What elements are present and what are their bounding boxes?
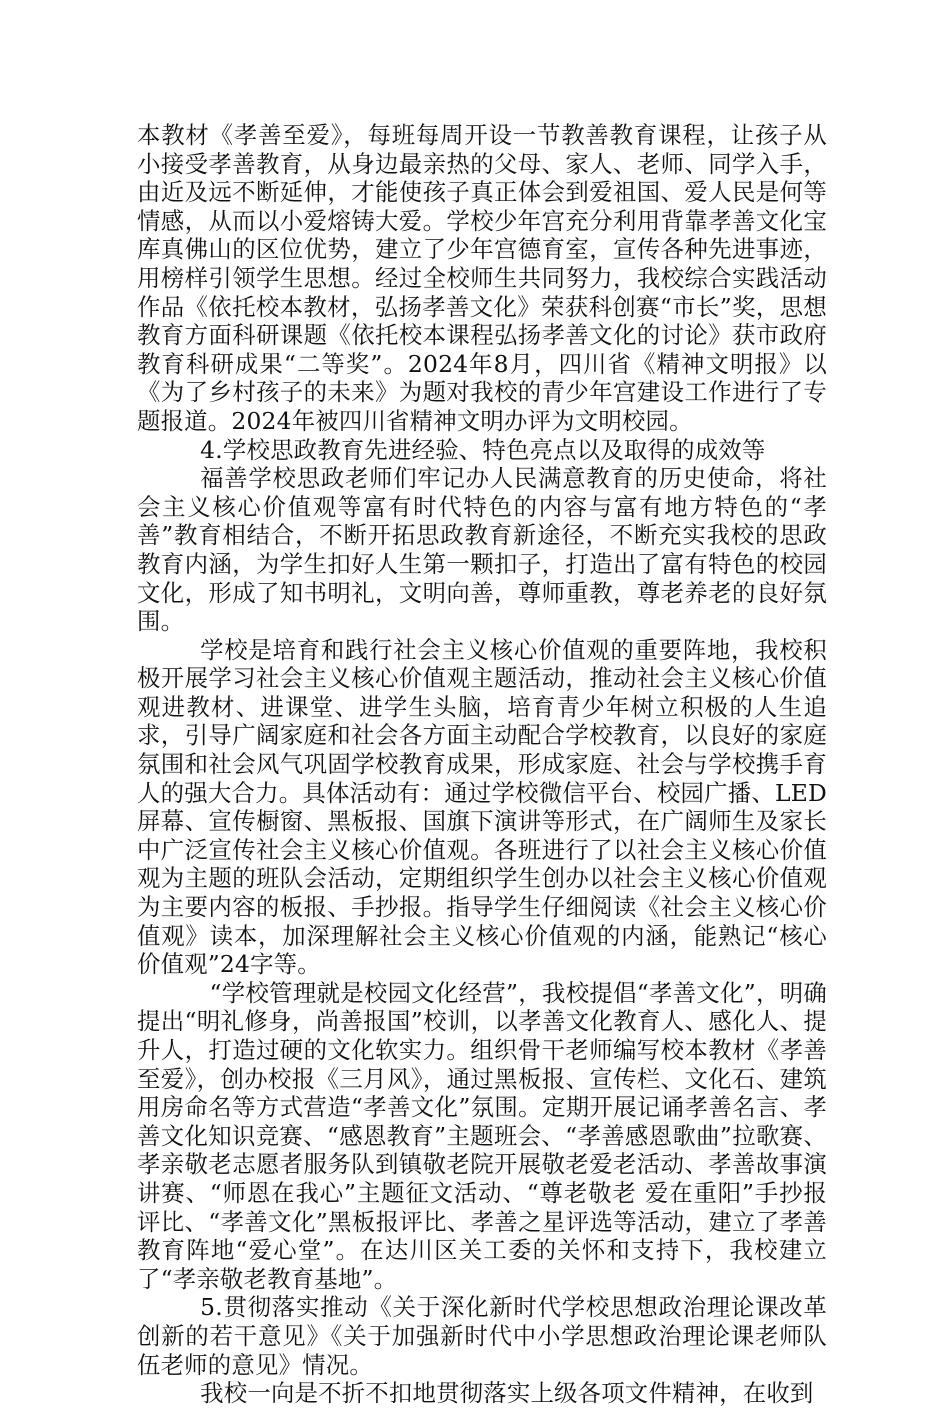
paragraph-core-values-activities: 学校是培育和践行社会主义核心价值观的重要阵地，我校积极开展学习社会主义核心价值观主题活动，推动社会主义核心价值观进教材、进课堂、进学生头脑，培育青少年树立积极的人生追求，引导广阔家庭和社会各方面主动配合学校教育，以良好的家庭氛围和社会风气巩固学校教育成果，形成家庭、社会与学校携手育人的强大合力。具体活动有：通过学校微信平台、校园广播、LED屏幕、宣传橱窗、黑板报、国旗下演讲等形式，在广阔师生及家长中广泛宣传社会主义核心价值观。各班进行了以社会主义核心价值观为主题的班队会活动，定期组织学生创办以社会主义核心价值观为主要内容的板报、手抄报。指导学生仔细阅读《社会主义核心价值观》读本，加深理解社会主义核心价值观的内涵，能熟记“核心价值观”24字等。 — [137, 635, 827, 979]
paragraph-continuation: 本教材《孝善至爱》，每班每周开设一节教善教育课程，让孩子从小接受孝善教育，从身边最亲热的父母、家人、老师、同学入手，由近及远不断延伸，才能使孩子真正体会到爱祖国、爱人民是何等情感，从而以小爱熔铸大爱。学校少年宫充分利用背靠孝善文化宝库真佛山的区位优势，建立了少年宫德育室，宣传各种先进事迹，用榜样引领学生思想。经过全校师生共同努力，我校综合实践活动作品《依托校本教材，弘扬孝善文化》荣获科创赛“市长”奖，思想教育方面科研课题《依托校本课程弘扬孝善文化的讨论》获市政府教育科研成果“二等奖”。2024年8月，四川省《精神文明报》以《为了乡村孩子的未来》为题对我校的青少年宫建设工作进行了专题报道。2024年被四川省精神文明办评为文明校园。 — [137, 121, 827, 435]
paragraph-implementation: 我校一向是不折不扣地贯彻落实上级各项文件精神，在收到 — [200, 1379, 814, 1408]
paragraph-filial-culture: “学校管理就是校园文化经营”，我校提倡“孝善文化”，明确提出“明礼修身，尚善报国”校训，以孝善文化教育人、感化人、提升人，打造过硬的文化软实力。组织骨干老师编写校本教材《孝善至爱》，创办校报《三月风》，通过黑板报、宣传栏、文化石、建筑用房命名等方式营造“孝善文化”氛围。定期开展记诵孝善名言、孝善文化知识竞赛、“感恩教育”主题班会、“孝善感恩歌曲”拉歌赛、孝亲敬老志愿者服务队到镇敬老院开展敬老爱老活动、孝善故事演讲赛、“师恩在我心”主题征文活动、“尊老敬老 爱在重阳”手抄报评比、“孝善文化”黑板报评比、孝善之星评选等活动，建立了孝善教育阵地“爱心堂”。在达川区关工委的关怀和支持下，我校建立了“孝亲敬老教育基地”。 — [137, 978, 827, 1293]
section-heading-4: 4.学校思政教育先进经验、特色亮点以及取得的成效等 — [200, 435, 766, 464]
document-body — [137, 121, 827, 1408]
paragraph-ideology-education: 福善学校思政老师们牢记办人民满意教育的历史使命，将社会主义核心价值观等富有时代特色的内容与富有地方特色的“孝善”教育相结合，不断开拓思政教育新途径，不断充实我校的思政教育内涵，为学生扣好人生第一颗扣子，打造出了富有特色的校园文化，形成了知书明礼，文明向善，尊师重教，尊老养老的良好氛围。 — [137, 464, 827, 636]
section-heading-5: 5.贯彻落实推动《关于深化新时代学校思想政治理论课改革创新的若干意见》《关于加强新时代中小学思想政治理论课老师队伍老师的意见》情况。 — [137, 1293, 827, 1379]
